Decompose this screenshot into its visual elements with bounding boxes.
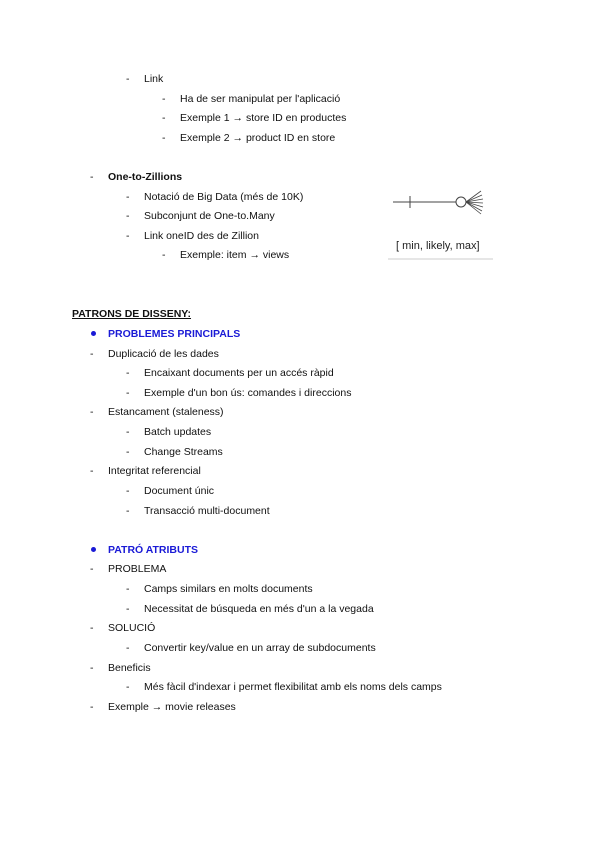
list-item: Estancament (staleness) xyxy=(108,406,224,418)
list-dash: - xyxy=(90,406,94,418)
list-dash: - xyxy=(90,662,94,674)
list-dash: - xyxy=(126,505,130,517)
list-dash: - xyxy=(90,563,94,575)
list-item: SOLUCIÓ xyxy=(108,622,156,634)
list-dash: - xyxy=(126,583,130,595)
list-item: Exemple: item → views xyxy=(180,249,290,261)
list-item: Link oneID des de Zillion xyxy=(144,230,259,242)
list-dash: - xyxy=(126,210,130,222)
list-item: Exemple d'un bon ús: comandes i direccions xyxy=(144,387,352,399)
list-dash: - xyxy=(126,681,130,693)
list-dash: - xyxy=(90,171,94,183)
list-item: Document únic xyxy=(144,485,215,497)
subsection-title: PATRÓ ATRIBUTS xyxy=(108,544,199,556)
subsection-title: PROBLEMES PRINCIPALS xyxy=(108,328,241,340)
list-item: Necessitat de búsqueda en més d'un a la vegada xyxy=(144,603,374,615)
list-item: Duplicació de les dades xyxy=(108,348,219,360)
bullet-icon xyxy=(91,331,96,336)
list-dash: - xyxy=(162,112,166,124)
list-item: Exemple 2 → product ID en store xyxy=(180,132,336,144)
section-heading: PATRONS DE DISSENY: xyxy=(72,308,192,320)
list-dash: - xyxy=(126,230,130,242)
list-dash: - xyxy=(162,132,166,144)
bullet-icon xyxy=(91,547,96,552)
list-dash: - xyxy=(90,622,94,634)
list-item: Convertir key/value en un array de subdocuments xyxy=(144,642,376,654)
list-item: Integritat referencial xyxy=(108,465,201,477)
list-item: Encaixant documents per un accés ràpid xyxy=(144,367,334,379)
list-item: Exemple 1 → store ID en productes xyxy=(180,112,347,124)
list-dash: - xyxy=(126,191,130,203)
list-dash: - xyxy=(162,249,166,261)
list-dash: - xyxy=(126,642,130,654)
list-dash: - xyxy=(126,485,130,497)
list-item: PROBLEMA xyxy=(108,563,167,575)
list-dash: - xyxy=(126,603,130,615)
list-item: Notació de Big Data (més de 10K) xyxy=(144,191,304,203)
list-dash: - xyxy=(126,426,130,438)
list-dash: - xyxy=(162,93,166,105)
list-dash: - xyxy=(90,465,94,477)
list-item: Subconjunt de One-to.Many xyxy=(144,210,275,222)
list-item: Ha de ser manipulat per l'aplicació xyxy=(180,93,341,105)
list-dash: - xyxy=(90,701,94,713)
diagram-label: [ min, likely, max] xyxy=(396,240,480,252)
list-item: Exemple → movie releases xyxy=(108,701,236,713)
list-item: Beneficis xyxy=(108,662,151,674)
list-dash: - xyxy=(126,367,130,379)
list-item: Transacció multi-document xyxy=(144,505,270,517)
list-item: Més fàcil d'indexar i permet flexibilitat amb els noms dels camps xyxy=(144,681,442,693)
list-item: Change Streams xyxy=(144,446,223,458)
list-dash: - xyxy=(126,73,130,85)
link-label: Link xyxy=(144,73,164,85)
list-dash: - xyxy=(90,348,94,360)
list-dash: - xyxy=(126,387,130,399)
list-item: Camps similars en molts documents xyxy=(144,583,313,595)
list-item: Batch updates xyxy=(144,426,212,438)
one-to-zillions-title: One-to-Zillions xyxy=(108,171,183,183)
list-dash: - xyxy=(126,446,130,458)
